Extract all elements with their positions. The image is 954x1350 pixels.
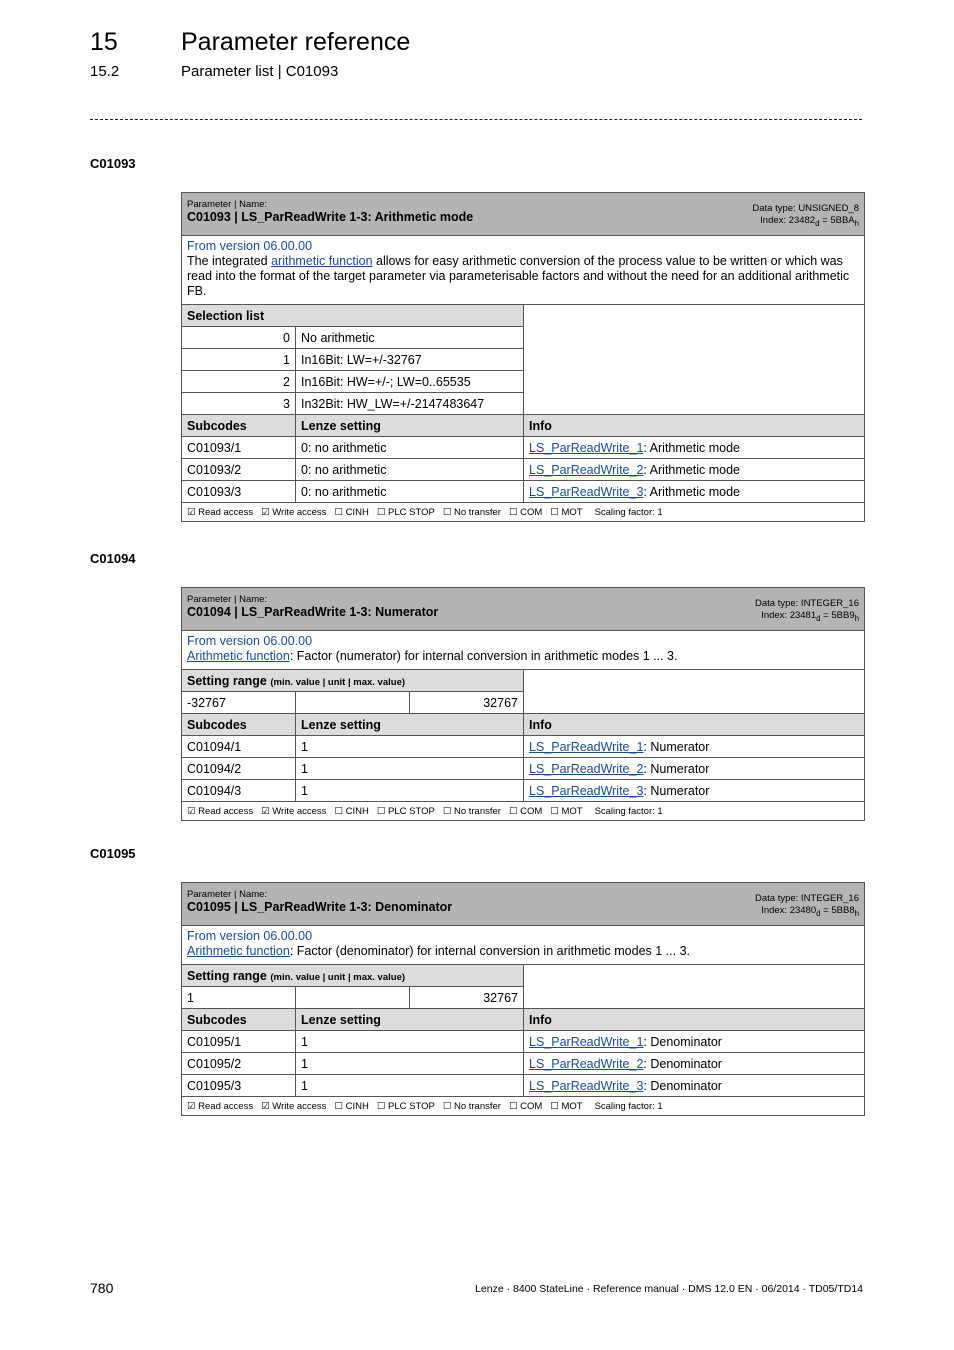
lenze-setting: 1 xyxy=(296,780,524,802)
info-link[interactable]: LS_ParReadWrite_2 xyxy=(529,761,644,776)
data-type: Data type: INTEGER_16 xyxy=(754,597,860,609)
param-index: Index: $23481_d = 5BB9_h$ xyxy=(761,609,860,623)
lenze-setting: 0: no arithmetic xyxy=(296,481,524,503)
col-subcodes: Subcodes xyxy=(182,714,296,736)
param-name: C01095 | LS_ParReadWrite 1-3: Denominator xyxy=(187,899,453,914)
info: LS_ParReadWrite_3: Arithmetic mode xyxy=(524,481,865,503)
param-label: Parameter | Name: xyxy=(187,888,268,900)
setting-range-header: Setting range (min. value | unit | max. value) xyxy=(182,670,524,692)
info-link[interactable]: LS_ParReadWrite_3 xyxy=(529,1078,644,1093)
chapter-title: Parameter reference xyxy=(181,28,411,56)
page-number: 780 xyxy=(90,1280,114,1296)
param-table-c01094 xyxy=(181,587,865,821)
table-row xyxy=(182,758,865,780)
param-index: Index: $23482_d = 5BBA_h$ xyxy=(760,214,860,228)
header-separator xyxy=(90,119,862,120)
document-info: Lenze · 8400 StateLine · Reference manual · DMS 12.0 EN · 06/2014 · TD05/TD14 xyxy=(475,1283,863,1295)
subcode: C01094/3 xyxy=(182,780,296,802)
selection-text: No arithmetic xyxy=(296,327,524,349)
col-subcodes: Subcodes xyxy=(182,415,296,437)
range-unit xyxy=(296,692,410,714)
subcode: C01095/1 xyxy=(182,1031,296,1053)
selection-value: 0 xyxy=(182,327,296,349)
param-table-c01095 xyxy=(181,882,865,1116)
col-subcodes: Subcodes xyxy=(182,1009,296,1031)
range-unit xyxy=(296,987,410,1009)
table-row xyxy=(182,1075,865,1097)
version-note: From version 06.00.00 xyxy=(187,929,313,943)
info-link[interactable]: LS_ParReadWrite_3 xyxy=(529,484,644,499)
empty-cell xyxy=(524,305,865,415)
table-row xyxy=(182,437,865,459)
subcode: C01093/1 xyxy=(182,437,296,459)
table-row xyxy=(182,1031,865,1053)
selection-value: 1 xyxy=(182,349,296,371)
lenze-setting: 1 xyxy=(296,1053,524,1075)
table-row xyxy=(182,736,865,758)
info-link[interactable]: LS_ParReadWrite_2 xyxy=(529,462,644,477)
col-info: Info xyxy=(524,415,865,437)
param-label: Parameter | Name: xyxy=(187,198,268,210)
info-link[interactable]: LS_ParReadWrite_1 xyxy=(529,440,644,455)
info: LS_ParReadWrite_1: Numerator xyxy=(524,736,865,758)
info: LS_ParReadWrite_2: Numerator xyxy=(524,758,865,780)
subcode: C01094/1 xyxy=(182,736,296,758)
param-name: C01094 | LS_ParReadWrite 1-3: Numerator xyxy=(187,604,439,619)
version-note: From version 06.00.00 xyxy=(187,239,313,253)
col-lenze-setting: Lenze setting xyxy=(296,1009,524,1031)
param-heading-c01094: C01094 xyxy=(90,551,136,566)
empty-cell xyxy=(524,965,865,1009)
selection-value: 3 xyxy=(182,393,296,415)
col-info: Info xyxy=(524,714,865,736)
col-lenze-setting: Lenze setting xyxy=(296,714,524,736)
setting-range-header: Setting range (min. value | unit | max. value) xyxy=(182,965,524,987)
section-title: Parameter list | C01093 xyxy=(181,63,339,80)
subcode: C01094/2 xyxy=(182,758,296,780)
param-description: Arithmetic function: Factor (numerator) for internal conversion in arithmetic modes 1 ... 3. xyxy=(187,649,678,663)
selection-text: In16Bit: HW=+/-; LW=0..65535 xyxy=(296,371,524,393)
subcode: C01093/2 xyxy=(182,459,296,481)
selection-value: 2 xyxy=(182,371,296,393)
data-type: Data type: UNSIGNED_8 xyxy=(752,202,860,214)
version-note: From version 06.00.00 xyxy=(187,634,313,648)
info-link[interactable]: LS_ParReadWrite_2 xyxy=(529,1056,644,1071)
range-min: 1 xyxy=(182,987,296,1009)
col-lenze-setting: Lenze setting xyxy=(296,415,524,437)
table-row xyxy=(182,780,865,802)
param-index: Index: $23480_d = 5BB8_h$ xyxy=(761,904,860,918)
info: LS_ParReadWrite_3: Denominator xyxy=(524,1075,865,1097)
lenze-setting: 0: no arithmetic xyxy=(296,437,524,459)
table-row xyxy=(182,459,865,481)
access-flags: ☑ Read access ☑ Write access ☐ CINH ☐ PLC STOP ☐ No transfer ☐ COM ☐ MOT Scaling factor: 1 xyxy=(182,802,865,821)
lenze-setting: 1 xyxy=(296,758,524,780)
table-row xyxy=(182,481,865,503)
section-number: 15.2 xyxy=(90,63,120,80)
info: LS_ParReadWrite_3: Numerator xyxy=(524,780,865,802)
arithmetic-function-link[interactable]: Arithmetic function xyxy=(187,649,290,663)
table-row xyxy=(182,1053,865,1075)
info: LS_ParReadWrite_1: Arithmetic mode xyxy=(524,437,865,459)
data-type: Data type: INTEGER_16 xyxy=(754,892,860,904)
info-link[interactable]: LS_ParReadWrite_1 xyxy=(529,1034,644,1049)
param-table-c01093 xyxy=(181,192,865,522)
range-min: -32767 xyxy=(182,692,296,714)
info-link[interactable]: LS_ParReadWrite_3 xyxy=(529,783,644,798)
info-link[interactable]: LS_ParReadWrite_1 xyxy=(529,739,644,754)
info: LS_ParReadWrite_2: Arithmetic mode xyxy=(524,459,865,481)
chapter-number: 15 xyxy=(90,28,118,56)
selection-text: In16Bit: LW=+/-32767 xyxy=(296,349,524,371)
subcode: C01095/3 xyxy=(182,1075,296,1097)
selection-text: In32Bit: HW_LW=+/-2147483647 xyxy=(296,393,524,415)
arithmetic-function-link[interactable]: arithmetic function xyxy=(271,254,373,268)
subcode: C01095/2 xyxy=(182,1053,296,1075)
col-info: Info xyxy=(524,1009,865,1031)
access-flags: ☑ Read access ☑ Write access ☐ CINH ☐ PLC STOP ☐ No transfer ☐ COM ☐ MOT Scaling factor: 1 xyxy=(182,503,865,522)
empty-cell xyxy=(524,670,865,714)
selection-list-header: Selection list xyxy=(182,305,524,327)
lenze-setting: 0: no arithmetic xyxy=(296,459,524,481)
lenze-setting: 1 xyxy=(296,736,524,758)
param-label: Parameter | Name: xyxy=(187,593,268,605)
arithmetic-function-link[interactable]: Arithmetic function xyxy=(187,944,290,958)
access-flags: ☑ Read access ☑ Write access ☐ CINH ☐ PLC STOP ☐ No transfer ☐ COM ☐ MOT Scaling factor: 1 xyxy=(182,1097,865,1116)
info: LS_ParReadWrite_2: Denominator xyxy=(524,1053,865,1075)
lenze-setting: 1 xyxy=(296,1075,524,1097)
param-description: Arithmetic function: Factor (denominator) for internal conversion in arithmetic modes 1 ... 3. xyxy=(187,944,690,958)
param-description: The integrated arithmetic function allows for easy arithmetic conversion of the process value to be written or which was read into the format of the target parameter via parameterisable factors and without the need for an additional arithmetic FB. xyxy=(187,254,850,298)
subcode: C01093/3 xyxy=(182,481,296,503)
param-heading-c01093: C01093 xyxy=(90,156,136,171)
range-max: 32767 xyxy=(410,987,524,1009)
info: LS_ParReadWrite_1: Denominator xyxy=(524,1031,865,1053)
lenze-setting: 1 xyxy=(296,1031,524,1053)
range-max: 32767 xyxy=(410,692,524,714)
param-heading-c01095: C01095 xyxy=(90,846,136,861)
param-name: C01093 | LS_ParReadWrite 1-3: Arithmetic mode xyxy=(187,209,474,224)
